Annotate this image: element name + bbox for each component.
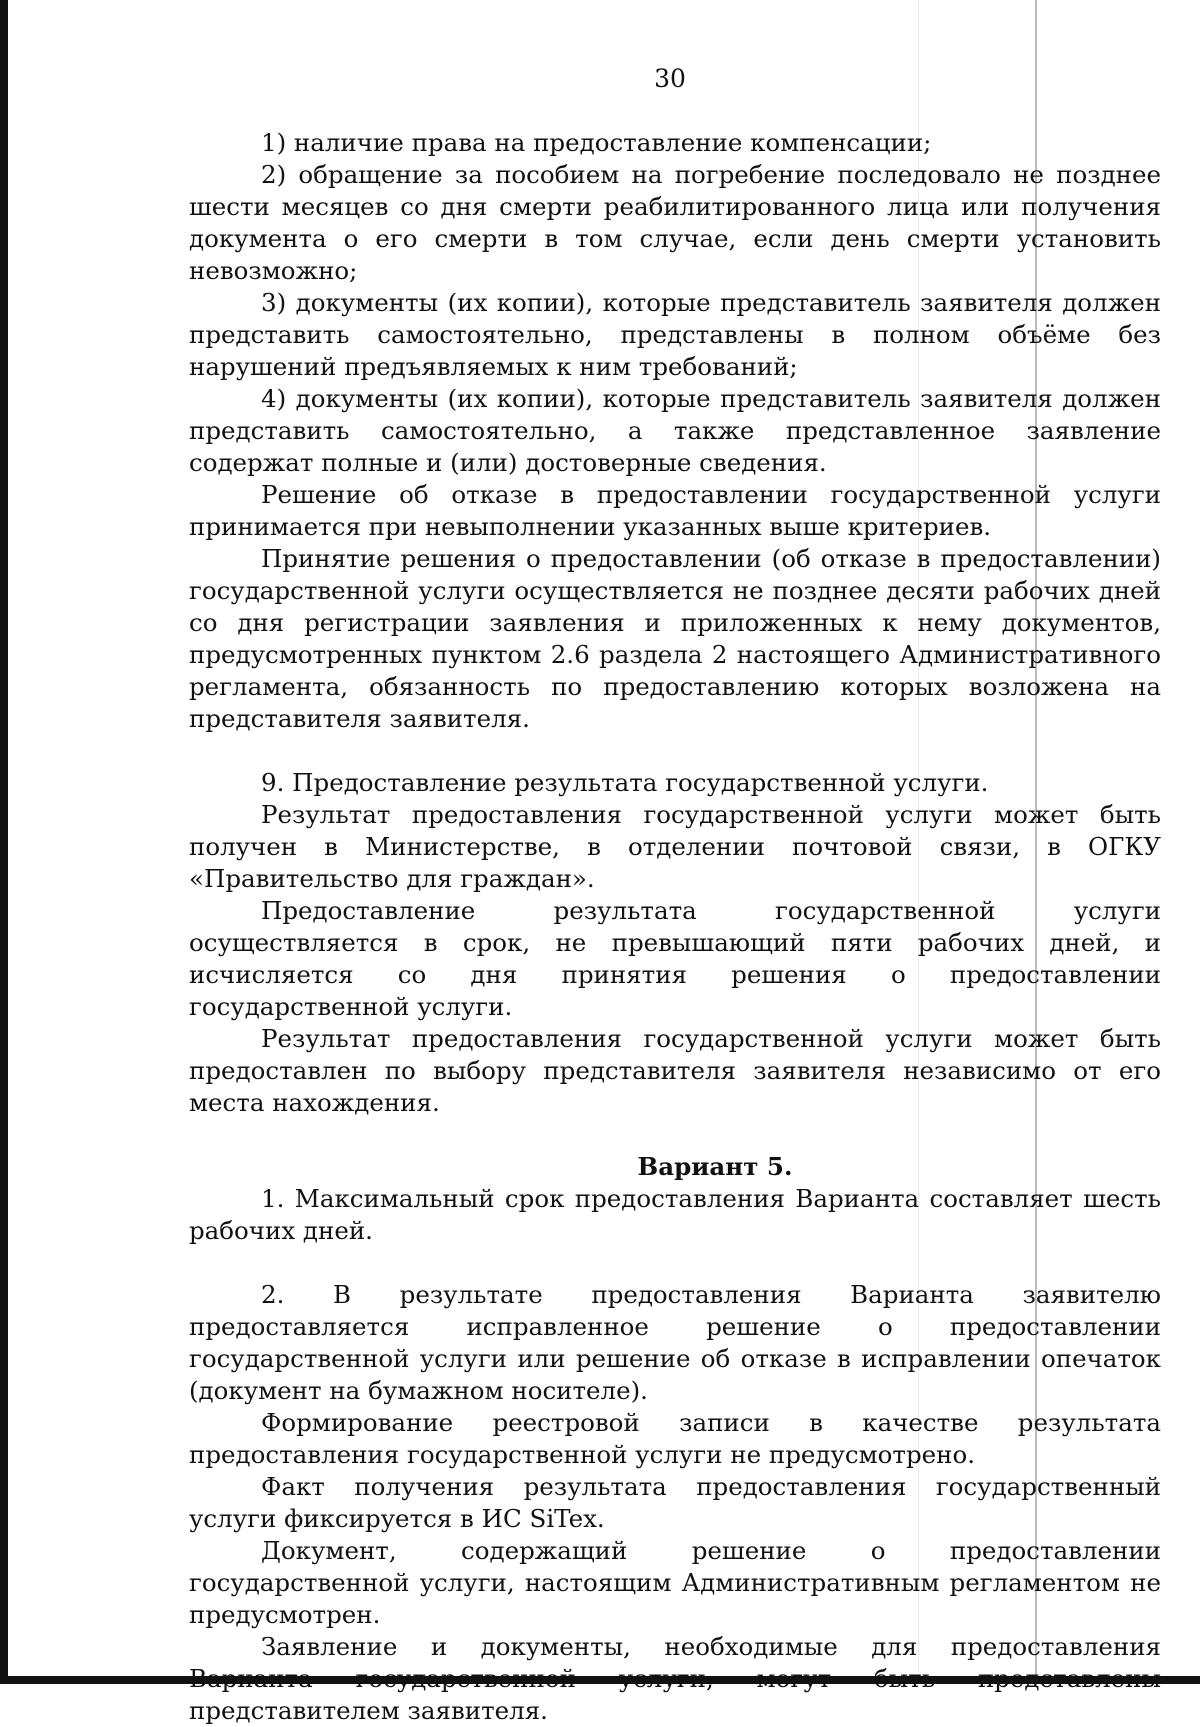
- scan-border-left: [0, 0, 8, 1683]
- paragraph-criterion-1: 1) наличие права на предоставление компенсации;: [261, 128, 932, 157]
- paragraph-criterion-4: 4) документы (их копии), которые представитель заявителя должен представить самостоятельно, а также представленное заявление содержат полные и (или) достоверные сведения.: [189, 384, 1161, 477]
- document-body: [189, 127, 1161, 1727]
- paragraph-refusal-decision: Решение об отказе в предоставлении государственной услуги принимается при невыполнении указанных выше критериев.: [189, 480, 1161, 541]
- page-number: 30: [654, 64, 686, 93]
- paragraph-criterion-2: 2) обращение за пособием на погребение последовало не позднее шести месяцев со дня смерти реабилитированного лица или получения документа о его смерти в том случае, если день смерти установить невозможно;: [189, 160, 1161, 285]
- paragraph-variant-result: 2. В результате предоставления Варианта заявителю предоставляется исправленное решение о предоставлении государственной услуги или решение об отказе в исправлении опечаток (документ на бумажном носителе).: [189, 1280, 1161, 1405]
- paragraph-decision-term: Принятие решения о предоставлении (об отказе в предоставлении) государственной услуги осуществляется не позднее десяти рабочих дней со дня регистрации заявления и приложенных к нему документов, предусмотренных пунктом 2.6 раздела 2 настоящего Административного регламента, обязанность по предоставлению которых возложена на представителя заявителя.: [189, 544, 1161, 733]
- paragraph-decision-document: Документ, содержащий решение о предоставлении государственной услуги, настоящим Административным регламентом не предусмотрен.: [189, 1536, 1161, 1629]
- paragraph-variant-max-term: 1. Максимальный срок предоставления Варианта составляет шесть рабочих дней.: [189, 1184, 1161, 1245]
- paragraph-result-fixation: Факт получения результата предоставления государственный услуги фиксируется в ИС SiTex.: [189, 1472, 1161, 1533]
- paragraph-result-place: Результат предоставления государственной услуги может быть получен в Министерстве, в отделении почтовой связи, в ОГКУ «Правительство для граждан».: [189, 800, 1161, 893]
- paragraph-result-term: Предоставление результата государственной услуги осуществляется в срок, не превышающий пяти рабочих дней, и исчисляется со дня принятия решения о предоставлении государственной услуги.: [189, 896, 1161, 1021]
- paragraph-registry-record: Формирование реестровой записи в качестве результата предоставления государственной услуги не предусмотрено.: [189, 1408, 1161, 1469]
- variant-5-heading: Вариант 5.: [637, 1152, 793, 1181]
- paragraph-result-choice: Результат предоставления государственной услуги может быть предоставлен по выбору представителя заявителя независимо от его места нахождения.: [189, 1024, 1161, 1117]
- paragraph-section-9-title: 9. Предоставление результата государственной услуги.: [261, 768, 989, 797]
- paragraph-application-documents: Заявление и документы, необходимые для предоставления Варианта государственной услуги, могут быть представлены представителем заявителя.: [189, 1632, 1161, 1725]
- paragraph-criterion-3: 3) документы (их копии), которые представитель заявителя должен представить самостоятельно, представлены в полном объёме без нарушений предъявляемых к ним требований;: [189, 288, 1161, 381]
